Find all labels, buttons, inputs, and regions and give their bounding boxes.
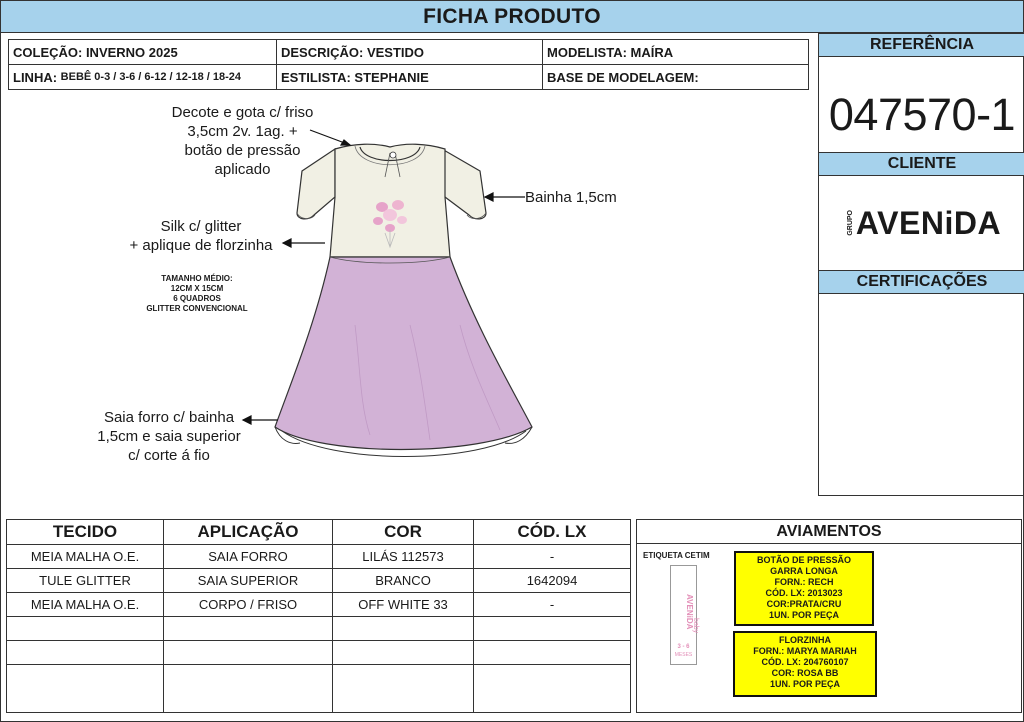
modelista-field: MODELISTA: MAÍRA — [547, 44, 674, 60]
table-cell: TULE GLITTER — [39, 573, 131, 588]
page-title: FICHA PRODUTO — [423, 4, 601, 28]
table-cell: - — [549, 597, 555, 612]
colecao-field: COLEÇÃO: INVERNO 2025 — [13, 44, 178, 60]
label-sub: baby — [692, 618, 699, 634]
table-cell: LILÁS 112573 — [362, 549, 444, 564]
reference-number: 047570-1 — [828, 89, 1016, 140]
label-brand: AVENiDA — [685, 593, 694, 630]
note-decote: Decote e gota c/ friso 3,5cm 2v. 1ag. + botão de pressão aplicado — [171, 104, 314, 178]
linha-label: LINHA: — [13, 69, 58, 85]
col-header-aplicacao: APLICAÇÃO — [197, 522, 299, 541]
client-name: AVENiDA — [855, 204, 1002, 241]
client-group-text: GRUPO — [846, 210, 854, 236]
table-cell: CORPO / FRISO — [198, 597, 298, 612]
table-cell: MEIA MALHA O.E. — [30, 549, 140, 564]
note-tamanho: TAMANHO MÉDIO: 12CM X 15CM 6 QUADROS GLITTER CONVENCIONAL — [146, 274, 248, 313]
linha-sizes: BEBÊ 0-3 / 3-6 / 6-12 / 12-18 / 18-24 — [60, 71, 242, 83]
flower-spec: FLORZINHA FORN.: MARYA MARIAH CÓD. LX: 204760107 COR: ROSA BB 1UN. POR PEÇA — [733, 631, 877, 697]
arrow-head — [485, 193, 493, 201]
table-cell: SAIA SUPERIOR — [197, 573, 299, 588]
label-months: MESES — [674, 652, 693, 658]
table-cell: SAIA FORRO — [208, 549, 288, 564]
cliente-header: CLIENTE — [819, 152, 1024, 176]
certificacoes-header: CERTIFICAÇÕES — [819, 270, 1024, 294]
estilista-field: ESTILISTA: STEPHANIE — [281, 69, 429, 85]
col-header-cor: COR — [384, 522, 422, 541]
table-cell: - — [549, 549, 555, 564]
satin-label — [670, 565, 697, 665]
referencia-header: REFERÊNCIA — [819, 33, 1024, 57]
note-bainha: Bainha 1,5cm — [525, 189, 617, 206]
note-saia: Saia forro c/ bainha 1,5cm e saia superior c/ corte á fio — [97, 409, 241, 464]
note-silk: Silk c/ glitter + aplique de florzinha — [129, 218, 273, 254]
snap-button-spec: BOTÃO DE PRESSÃO GARRA LONGA FORN.: RECH CÓD. LX: 2013023 COR:PRATA/CRU 1UN. POR PEÇA — [734, 551, 874, 626]
table-cell: MEIA MALHA O.E. — [30, 597, 140, 612]
table-cell: OFF WHITE 33 — [358, 597, 448, 612]
table-cell: 1642094 — [526, 573, 578, 588]
satin-label-title: ETIQUETA CETIM — [643, 551, 710, 560]
trims-box — [636, 519, 1022, 713]
fabric-table — [6, 519, 631, 713]
base-modelagem-field: BASE DE MODELAGEM: — [547, 69, 699, 85]
descricao-field: DESCRIÇÃO: VESTIDO — [281, 44, 425, 60]
trims-title: AVIAMENTOS — [637, 520, 1021, 544]
table-cell: BRANCO — [375, 573, 431, 588]
label-size: 3 - 6 — [677, 644, 690, 650]
col-header-tecido: TECIDO — [52, 522, 118, 541]
col-header-cod-lx: CÓD. LX — [517, 522, 587, 541]
arrow-head — [341, 140, 350, 145]
